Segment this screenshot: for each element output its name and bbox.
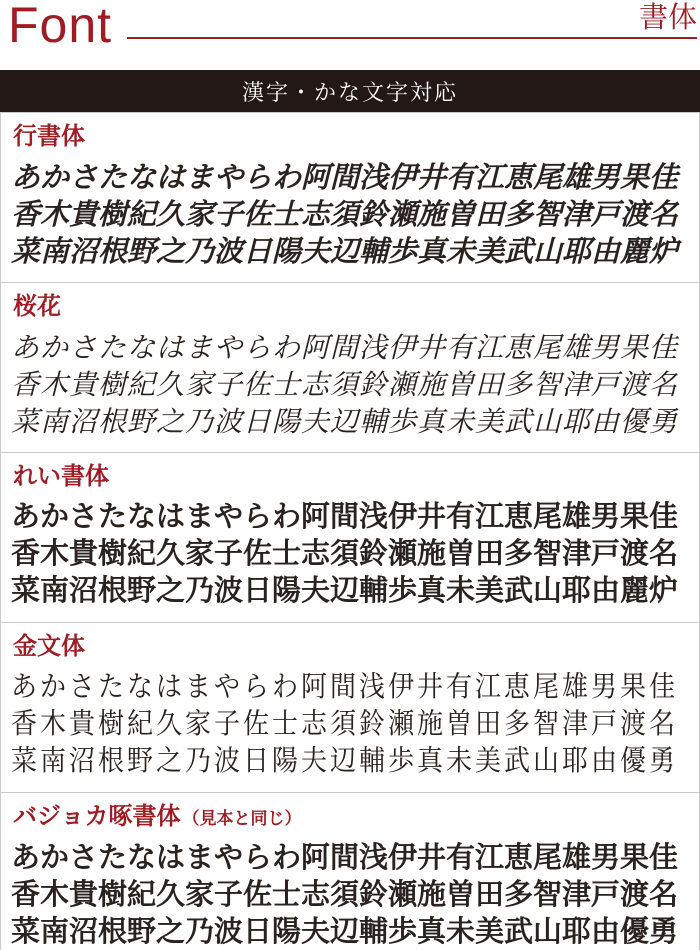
font-sample [11,159,691,270]
font-sample [11,669,691,780]
font-sample [11,839,691,950]
font-name-heading [13,293,691,323]
section-reishotai [1,452,699,622]
sample-line: 菜南沼根野之乃波日陽夫辺輔歩真未美武山耶由優勇 [11,405,679,438]
font-name-heading [13,803,691,833]
section-gyoshotai [1,113,699,282]
sample-line: あかさたなはまやらわ阿間浅伊井有江恵尾雄男果佳 [11,670,679,704]
font-sections [0,112,700,950]
font-name-heading [13,633,691,663]
font-name-heading [13,463,691,493]
banner-label: 漢字・かな文字対応 [241,79,458,105]
font-name: れい書体 [13,463,109,490]
sample-line: あかさたなはまやらわ阿間浅伊井有江恵尾雄男果佳 [11,840,679,874]
sample-line: 香木貴樹紀久家子佐士志須鈴瀬施曽田多智津戸渡名 [11,197,679,231]
support-banner [0,70,700,112]
sample-line: あかさたなはまやらわ阿間浅伊井有江恵尾雄男果佳 [11,501,679,533]
font-name: 金文体 [13,633,85,660]
section-ouka [1,282,699,452]
font-name: バジョカ啄書体 [13,803,181,830]
sample-line: あかさたなはまやらわ阿間浅伊井有江恵尾雄男果佳 [11,160,679,194]
font-note: （見本と同じ） [182,809,302,828]
sample-line: 菜南沼根野之乃波日陽夫辺輔歩真未美武山耶由優勇 [11,914,679,948]
section-bajoka-taku [1,792,699,950]
sample-line: 菜南沼根野之乃波日陽夫辺輔歩真未美武山耶由麗炉 [11,234,679,268]
sample-line: 香木貴樹紀久家子佐士志須鈴瀬施曽田多智津戸渡名 [11,368,679,401]
title-underline [127,37,697,39]
font-name: 行書体 [13,123,85,150]
font-name-heading [13,123,691,153]
sample-line: あかさたなはまやらわ阿間浅伊井有江恵尾雄男果佳 [11,331,679,364]
sample-line: 菜南沼根野之乃波日陽夫辺輔歩真未美武山耶由優勇 [11,744,679,778]
header-subtitle: 書体 [638,2,697,34]
font-name: 桜花 [13,293,61,320]
sample-line: 香木貴樹紀久家子佐士志須鈴瀬施曽田多智津戸渡名 [11,877,679,911]
font-sample [11,499,691,610]
sample-line: 香木貴樹紀久家子佐士志須鈴瀬施曽田多智津戸渡名 [11,538,679,570]
section-kinbuntai [1,622,699,792]
page-title: Font [8,0,113,53]
font-sample [11,329,691,440]
header [0,0,700,70]
sample-line: 香木貴樹紀久家子佐士志須鈴瀬施曽田多智津戸渡名 [11,707,679,741]
sample-line: 菜南沼根野之乃波日陽夫辺輔歩真未美武山耶由麗炉 [11,575,679,607]
